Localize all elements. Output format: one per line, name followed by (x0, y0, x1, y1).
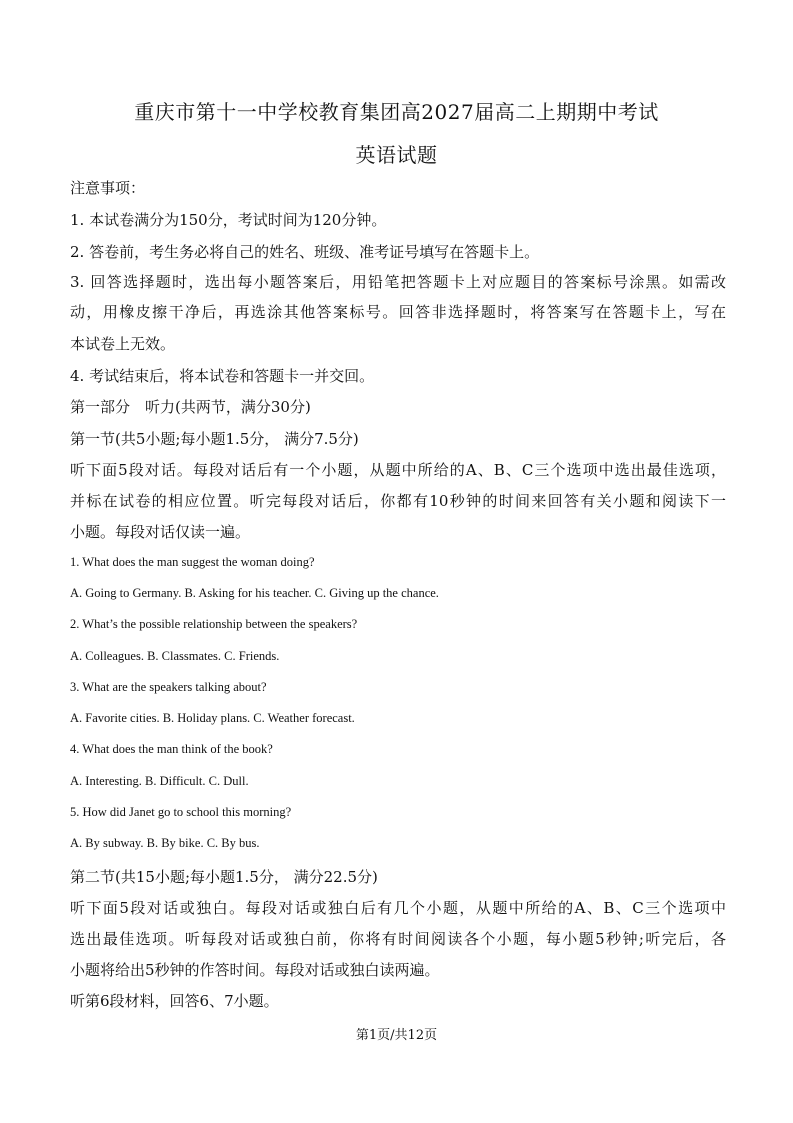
notice-item-4: 4. 考试结束后，将本试卷和答题卡一并交回。 (70, 367, 375, 385)
material-6-prompt: 听第6段材料，回答6、7小题。 (70, 992, 279, 1010)
notice-heading: 注意事项： (70, 179, 146, 197)
exam-subtitle: 英语试题 (355, 143, 438, 167)
section1-instructions-line-3: 小题。每段对话仅读一遍。 (70, 523, 251, 541)
section1-instructions-line-2: 并标在试卷的相应位置。听完每段对话后，你都有10秒钟的时间来回答有关小题和阅读下一 (70, 492, 726, 510)
question-4-options: A. Interesting. B. Difficult. C. Dull. (70, 774, 249, 788)
notice-item-3-line-1: 3. 回答选择题时，选出每小题答案后，用铅笔把答题卡上对应题目的答案标号涂黑。如需改 (70, 273, 726, 291)
question-1-options: A. Going to Germany. B. Asking for his teacher. C. Giving up the chance. (70, 586, 439, 600)
notice-item-2: 2. 答卷前，考生务必将自己的姓名、班级、准考证号填写在答题卡上。 (70, 243, 540, 261)
question-5: 5. How did Janet go to school this morning? (70, 805, 292, 819)
section2-instructions-line-2: 选出最佳选项。听每段对话或独白前，你将有时间阅读各个小题，每小题5秒钟;听完后，各 (70, 930, 726, 948)
part1-heading: 第一部分 听力(共两节，满分30分) (70, 398, 311, 416)
question-2: 2. What’s the possible relationship between the speakers? (70, 617, 358, 631)
notice-item-1: 1. 本试卷满分为150分，考试时间为120分钟。 (70, 211, 387, 229)
question-3: 3. What are the speakers talking about? (70, 680, 267, 694)
page-footer: 第1页/共12页 (355, 1028, 438, 1043)
notice-item-3-line-2: 动，用橡皮擦干净后，再选涂其他答案标号。回答非选择题时，将答案写在答题卡上，写在 (70, 303, 726, 321)
section1-instructions-line-1: 听下面5段对话。每段对话后有一个小题，从题中所给的A、B、C三个选项中选出最佳选项， (70, 461, 726, 479)
question-3-options: A. Favorite cities. B. Holiday plans. C. Weather forecast. (70, 711, 355, 725)
question-1: 1. What does the man suggest the woman doing? (70, 555, 315, 569)
section2-heading: 第二节(共15小题;每小题1.5分， 满分22.5分) (70, 868, 378, 886)
notice-item-3-line-3: 本试卷上无效。 (70, 335, 176, 353)
question-2-options: A. Colleagues. B. Classmates. C. Friends. (70, 649, 280, 663)
question-5-options: A. By subway. B. By bike. C. By bus. (70, 836, 260, 850)
section2-instructions-line-3: 小题将给出5秒钟的作答时间。每段对话或独白读两遍。 (70, 961, 440, 979)
exam-title: 重庆市第十一中学校教育集团高2027届高二上期期中考试 (134, 100, 659, 124)
section2-instructions-line-1: 听下面5段对话或独白。每段对话或独白后有几个小题，从题中所给的A、B、C三个选项中 (70, 899, 726, 917)
section1-heading: 第一节(共5小题;每小题1.5分， 满分7.5分) (70, 430, 359, 448)
question-4: 4. What does the man think of the book? (70, 742, 273, 756)
